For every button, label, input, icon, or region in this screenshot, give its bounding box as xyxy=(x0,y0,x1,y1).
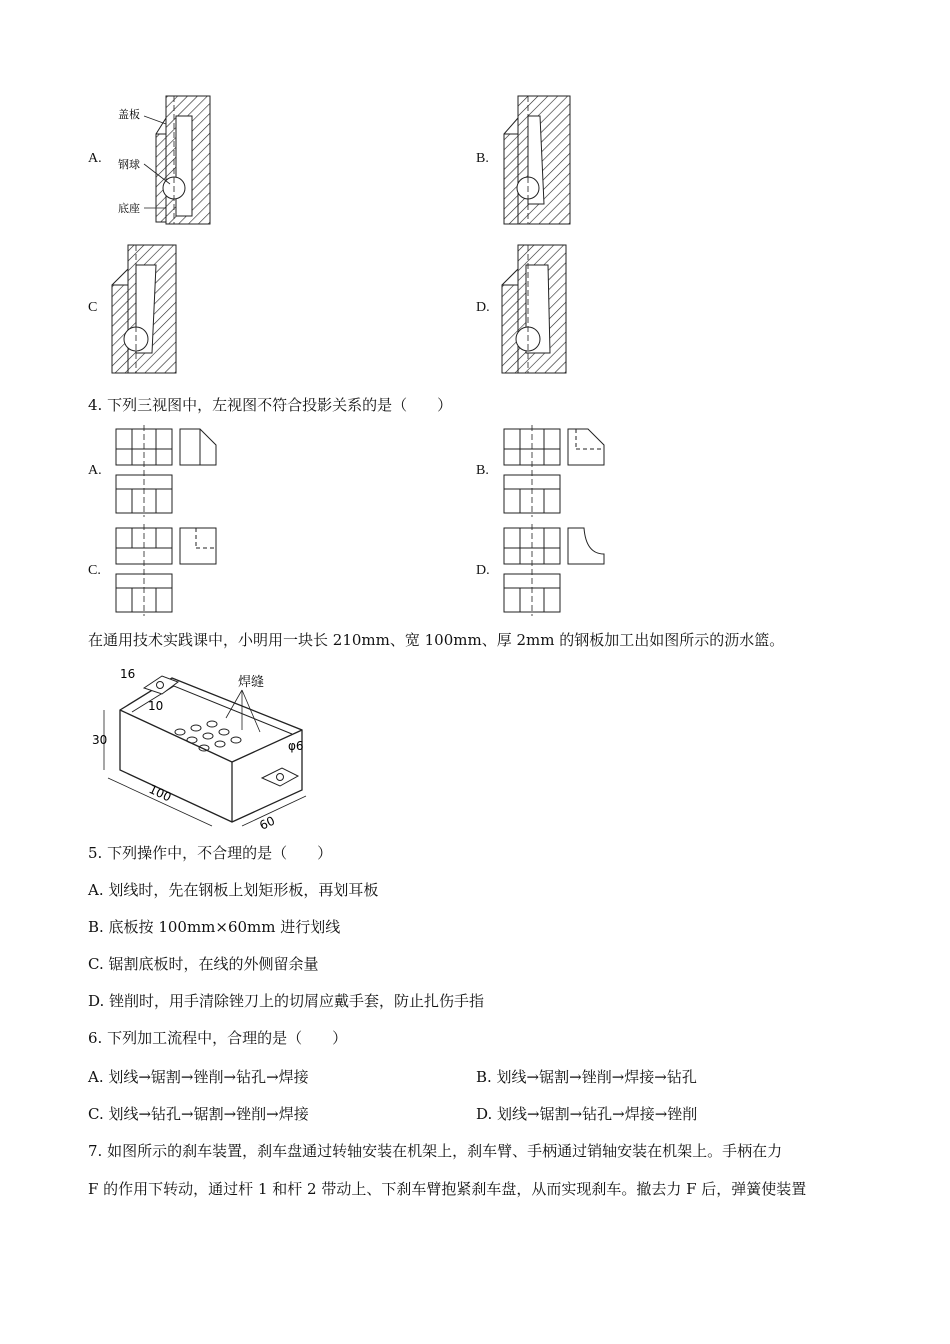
q4-stem: 4. 下列三视图中，左视图不符合投影关系的是（ ） xyxy=(88,396,453,414)
q3-diagram-b xyxy=(500,94,580,226)
callout-cover-plate: 盖板 xyxy=(118,108,140,121)
q4-option-a-label: A. xyxy=(88,463,102,478)
q6-option-a: A. 划线→锯割→锉削→钻孔→焊接 xyxy=(88,1068,309,1086)
q3-diagram-a xyxy=(110,94,220,226)
weld-label: 焊缝 xyxy=(238,675,265,690)
q6-option-d: D. 划线→锯割→钻孔→焊接→锉削 xyxy=(476,1105,698,1123)
basket-figure xyxy=(92,660,322,833)
q4-option-c-label: C. xyxy=(88,563,101,578)
dim-10: 10 xyxy=(148,699,164,713)
q4-option-b-label: B. xyxy=(476,463,489,478)
callout-steel-ball: 钢球 xyxy=(118,158,140,171)
q3-option-a-label: A. xyxy=(88,151,102,166)
dim-60: 60 xyxy=(257,813,278,833)
q3-option-d-label: D. xyxy=(476,300,490,315)
q4-option-d-label: D. xyxy=(476,563,490,578)
q4-views-d xyxy=(500,524,610,616)
q6-option-c: C. 划线→钻孔→锯割→锉削→焊接 xyxy=(88,1105,309,1123)
dim-30: 30 xyxy=(92,733,108,747)
q3-diagram-c xyxy=(106,243,186,375)
q3-option-c-label: C xyxy=(88,300,98,315)
q4-views-b xyxy=(500,425,610,517)
basket-intro: 在通用技术实践课中，小明用一块长 210mm、宽 100mm、厚 2mm 的钢板加工出如图所示的沥水篮。 xyxy=(88,631,785,649)
q6-option-b: B. 划线→锯割→锉削→焊接→钻孔 xyxy=(476,1068,697,1086)
q4-views-a xyxy=(112,425,222,517)
q6-stem: 6. 下列加工流程中，合理的是（ ） xyxy=(88,1029,348,1047)
q7-text-line1: 7. 如图所示的刹车装置，刹车盘通过转轴安装在机架上，刹车臂、手柄通过销轴安装在机架上。手柄在力 xyxy=(88,1142,783,1160)
dim-phi6: φ6 xyxy=(288,739,304,753)
callout-base: 底座 xyxy=(118,202,140,215)
q5-option-c: C. 锯割底板时，在线的外侧留余量 xyxy=(88,955,319,973)
q5-stem: 5. 下列操作中，不合理的是（ ） xyxy=(88,844,333,862)
q4-views-c xyxy=(112,524,222,616)
q5-option-b: B. 底板按 100mm×60mm 进行划线 xyxy=(88,918,341,936)
q5-option-a: A. 划线时，先在钢板上划矩形板，再划耳板 xyxy=(88,881,379,899)
q5-option-d: D. 锉削时，用手清除锉刀上的切屑应戴手套，防止扎伤手指 xyxy=(88,992,485,1010)
q3-diagram-d xyxy=(496,243,576,375)
q3-option-b-label: B. xyxy=(476,151,489,166)
q7-text-line2: F 的作用下转动，通过杆 1 和杆 2 带动上、下刹车臂抱紧刹车盘，从而实现刹车。撤去力 F 后，弹簧使装置 xyxy=(88,1180,807,1198)
dim-16: 16 xyxy=(120,667,136,681)
dim-100: 100 xyxy=(146,782,174,805)
